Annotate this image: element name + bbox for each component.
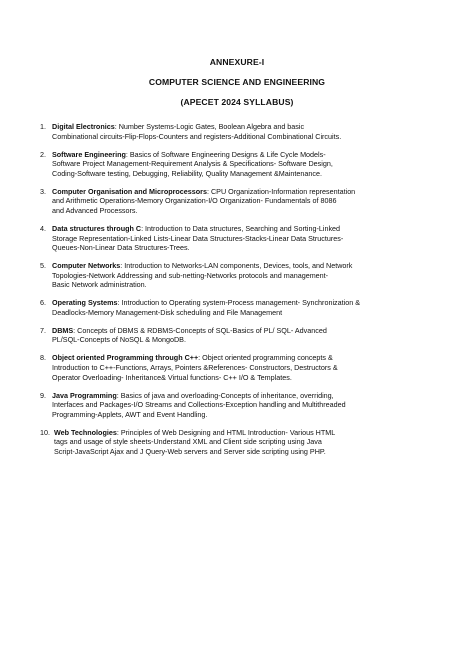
item-text: Basic Network administration. <box>52 280 147 290</box>
list-item <box>40 261 458 290</box>
item-text: Coding-Software testing, Debugging, Reliability, Quality Management &Maintenance. <box>52 168 322 178</box>
item-text: PL/SQL-Concepts of NoSQL & MongoDB. <box>52 335 186 345</box>
list-item <box>40 428 458 457</box>
annexure-heading: ANNEXURE-I <box>209 57 265 67</box>
item-text: : Introduction to Operating system-Process management- Synchronization & <box>117 298 361 308</box>
item-text: : Number Systems-Logic Gates, Boolean Algebra and basic <box>114 122 305 131</box>
list-item <box>40 326 458 345</box>
item-number: 10. <box>40 427 50 437</box>
item-number: 4. <box>40 223 46 233</box>
item-text: and Arithmetic Operations-Memory Organization-I/O Organization- Fundamentals of 8086 <box>52 196 337 206</box>
list-item <box>40 224 458 253</box>
item-number: 2. <box>40 149 46 159</box>
item-text: : Basics of java and overloading-Concepts of inheritance, overriding, <box>116 390 334 400</box>
item-text: and Advanced Processors. <box>52 205 138 215</box>
item-text: : Object oriented programming concepts & <box>198 353 333 363</box>
syllabus-list <box>40 122 458 465</box>
item-text: Script-JavaScript Ajax and J Query-Web servers and Server side scripting using PHP. <box>54 446 326 456</box>
list-item <box>40 122 458 141</box>
list-item <box>40 187 458 216</box>
item-title: DBMS <box>52 325 74 335</box>
item-text: Combinational circuits-Flip-Flops-Counters and registers-Additional Combinational Circuits. <box>52 131 342 141</box>
item-title: Web Technologies <box>54 427 117 437</box>
item-text: Deadlocks-Memory Management-Disk scheduling and File Management <box>52 307 283 317</box>
item-number: 1. <box>40 122 46 131</box>
item-text: : CPU Organization-Information representation <box>206 186 356 196</box>
item-number: 5. <box>40 261 46 271</box>
item-text: Topologies-Network Addressing and sub-netting-Networks protocols and management- <box>52 270 329 280</box>
item-title: Software Engineering <box>52 149 126 159</box>
item-number: 8. <box>40 353 46 363</box>
item-title: Data structures through C <box>52 223 142 233</box>
list-item <box>40 150 458 179</box>
list-item <box>40 353 458 382</box>
item-text: : Principles of Web Designing and HTML Introduction- Various HTML <box>116 427 336 437</box>
item-title: Operating Systems <box>52 298 118 308</box>
item-text: Interfaces and Packages-I/O Streams and Collections-Exception handling and Multithreaded <box>52 400 346 410</box>
syllabus-heading: (APECET 2024 SYLLABUS) <box>180 97 294 107</box>
item-text: Queues-Non-Linear Data Structures-Trees. <box>52 243 190 253</box>
item-text: : Basics of Software Engineering Designs & Life Cycle Models- <box>125 149 326 159</box>
list-item <box>40 298 458 317</box>
item-number: 9. <box>40 390 46 400</box>
item-title: Java Programming <box>52 390 117 400</box>
item-text: : Introduction to Data structures, Searching and Sorting-Linked <box>141 223 341 233</box>
item-title: Computer Networks <box>52 261 121 271</box>
item-title: Computer Organisation and Microprocessors <box>52 186 207 196</box>
item-text: Introduction to C++-Functions, Arrays, Pointers &References- Constructors, Destructors & <box>52 363 338 373</box>
item-text: Software Project Management-Requirement Analysis & Specifications- Software Design, <box>52 159 333 169</box>
item-title: Digital Electronics <box>52 122 115 131</box>
item-text: Operator Overloading- Inheritance& Virtual functions- C++ I/O & Templates. <box>52 372 292 382</box>
item-number: 6. <box>40 298 46 308</box>
item-title: Object oriented Programming through C++ <box>52 353 199 363</box>
item-text: : Concepts of DBMS & RDBMS-Concepts of SQL-Basics of PL/ SQL- Advanced <box>73 325 327 335</box>
list-item <box>40 391 458 420</box>
item-number: 3. <box>40 186 46 196</box>
item-number: 7. <box>40 325 46 335</box>
item-text: tags and usage of style sheets-Understand XML and Client side scripting using Java <box>54 437 322 447</box>
item-text: : Introduction to Networks-LAN components, Devices, tools, and Network <box>120 261 353 271</box>
item-text: Programming-Applets, AWT and Event Handling. <box>52 409 208 419</box>
department-heading: COMPUTER SCIENCE AND ENGINEERING <box>148 77 326 87</box>
item-text: Storage Representation-Linked Lists-Linear Data Structures-Stacks-Linear Data Structures- <box>52 233 344 243</box>
